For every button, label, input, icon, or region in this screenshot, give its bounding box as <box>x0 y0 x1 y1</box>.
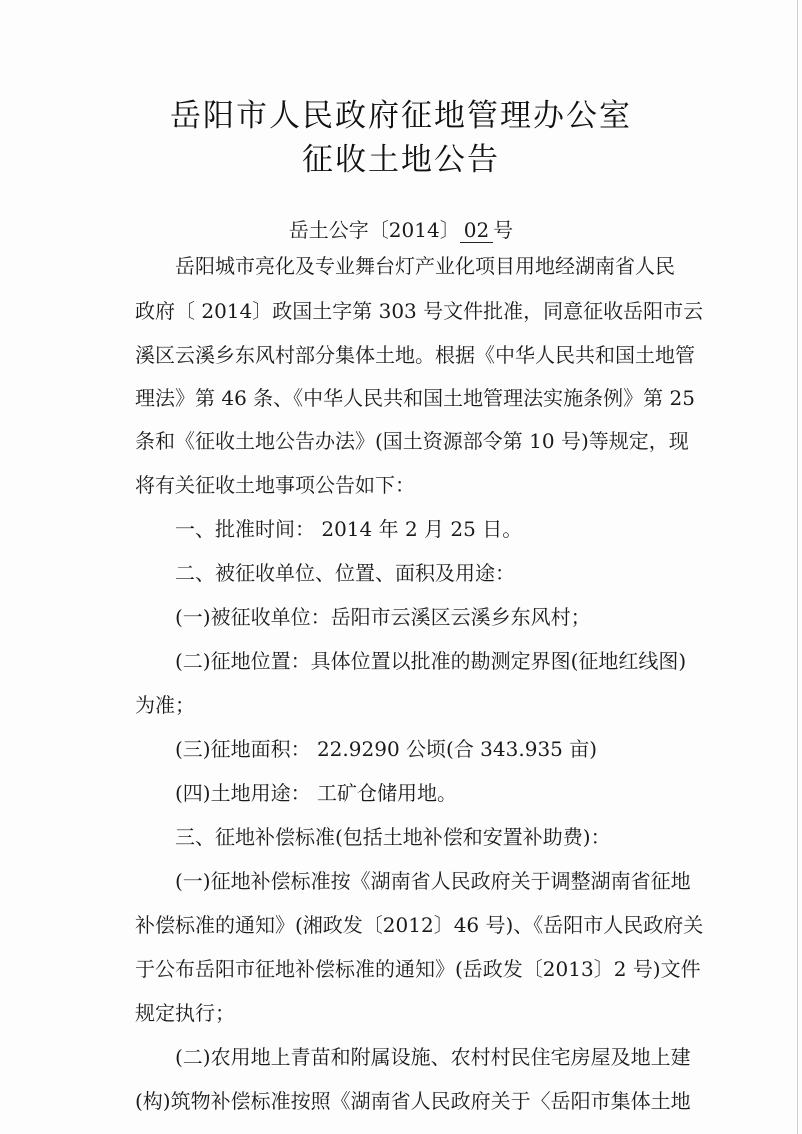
body-line: (构)筑物补偿标准按照《湖南省人民政府关于〈岳阳市集体土地 <box>135 1089 691 1113</box>
body-line: (一)被征收单位：岳阳市云溪区云溪乡东风村； <box>175 605 591 629</box>
body-line: (一)征地补偿标准按《湖南省人民政府关于调整湖南省征地 <box>175 869 691 893</box>
body-line: (二)征地位置：具体位置以批准的勘测定界图(征地红线图) <box>175 649 687 673</box>
document-number-suffix: 号 <box>493 218 514 242</box>
body-line: 将有关征收土地事项公告如下： <box>135 473 415 497</box>
body-line: 二、被征收单位、位置、面积及用途： <box>175 561 515 585</box>
body-line: (四)土地用途： 工矿仓储用地。 <box>175 781 457 805</box>
body-line: 一、批准时间： 2014 年 2 月 25 日。 <box>175 517 523 541</box>
document-title-line2: 征收土地公告 <box>302 142 500 178</box>
document-number <box>0 216 802 244</box>
body-line: 三、征地补偿标准(包括土地补偿和安置补助费)： <box>175 825 611 849</box>
document-title-line1: 岳阳市人民政府征地管理办公室 <box>170 98 632 134</box>
body-line: (三)征地面积： 22.9290 公顷(合 343.935 亩) <box>175 737 598 761</box>
body-line: (二)农用地上青苗和附属设施、农村村民住宅房屋及地上建 <box>175 1045 691 1069</box>
document-number-value: 02 <box>460 218 493 243</box>
body-line: 溪区云溪乡东风村部分集体土地。根据《中华人民共和国土地管 <box>135 343 695 367</box>
body-line: 为准； <box>135 693 195 717</box>
body-line: 规定执行； <box>135 1001 235 1025</box>
body-line: 补偿标准的通知》(湘政发〔2012〕46 号)、《岳阳市人民政府关 <box>135 913 704 937</box>
document-number-prefix: 岳土公字〔2014〕 <box>288 218 460 242</box>
body-line: 于公布岳阳市征地补偿标准的通知》(岳政发〔2013〕2 号)文件 <box>135 957 701 981</box>
body-line: 理法》第 46 条、《中华人民共和国土地管理法实施条例》第 25 <box>135 386 695 410</box>
body-line: 政府〔 2014〕政国土字第 303 号文件批准，同意征收岳阳市云 <box>135 299 704 323</box>
body-line: 条和《征收土地公告办法》(国土资源部令第 10 号)等规定，现 <box>135 429 689 453</box>
body-line: 岳阳城市亮化及专业舞台灯产业化项目用地经湖南省人民 <box>175 254 675 278</box>
